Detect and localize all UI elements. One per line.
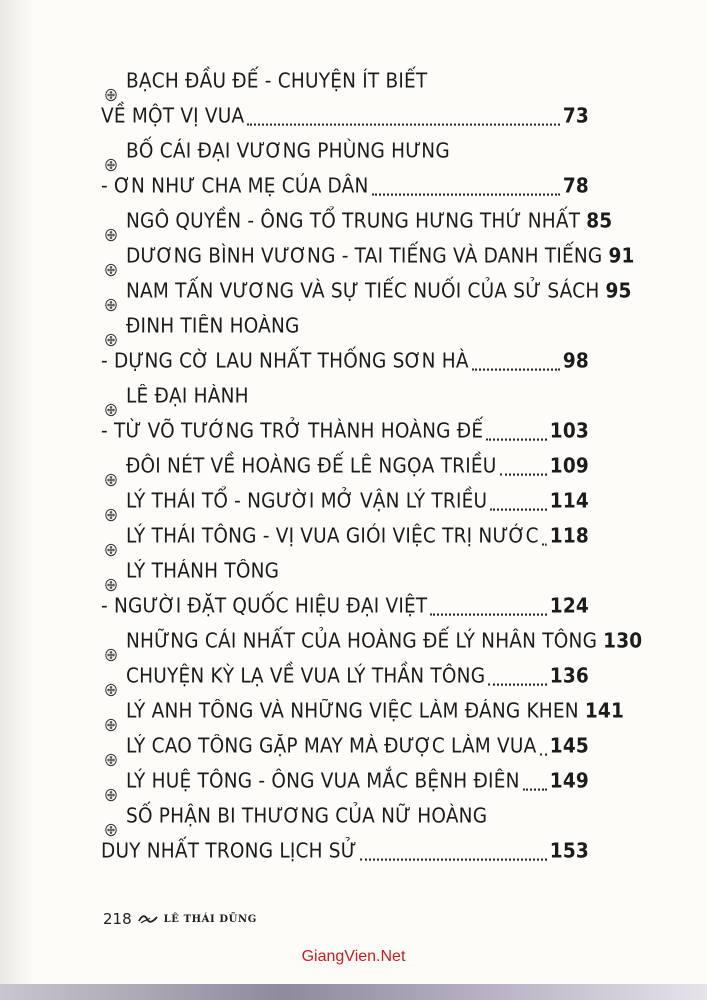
flower-bullet-icon bbox=[105, 461, 117, 474]
dot-leader bbox=[486, 437, 547, 440]
toc-entry-text: DƯƠNG BÌNH VƯƠNG - TAI TIẾNG VÀ DANH TIẾNG bbox=[126, 245, 603, 268]
toc-entry-text: BẠCH ĐẦU ĐẾ - CHUYỆN ÍT BIẾT bbox=[126, 70, 428, 93]
flower-bullet-icon bbox=[105, 741, 117, 754]
toc-entry bbox=[103, 694, 625, 729]
dot-leader bbox=[430, 612, 546, 615]
toc-entry-title-line bbox=[105, 553, 589, 591]
toc-entry-text: LÝ THÁI TỔ - NGƯỜI MỞ VẬN LÝ TRIỀU bbox=[126, 490, 488, 513]
toc-entry bbox=[103, 134, 589, 204]
dot-leader bbox=[488, 682, 547, 685]
toc-entry-title-line bbox=[105, 518, 589, 556]
toc-entry-text: CHUYỆN KỲ LẠ VỀ VUA LÝ THẦN TÔNG bbox=[126, 665, 486, 688]
toc-entry-text: - TỪ VÕ TƯỚNG TRỞ THÀNH HOÀNG ĐẾ bbox=[101, 420, 484, 443]
flower-bullet-icon bbox=[105, 671, 117, 684]
toc-entry-text: LÝ THÁI TÔNG - VỊ VUA GIỎI VIỆC TRỊ NƯỚC bbox=[126, 525, 539, 548]
toc-entry-continuation-line bbox=[101, 168, 589, 206]
flower-bullet-icon bbox=[105, 496, 117, 509]
toc-entry-title-line bbox=[105, 728, 589, 766]
toc-entry-title-line bbox=[105, 273, 632, 311]
flower-bullet-icon bbox=[105, 636, 117, 649]
toc-entry-text: LÝ CAO TÔNG GẶP MAY MÀ ĐƯỢC LÀM VUA bbox=[126, 735, 537, 758]
toc-entry-text: - ƠN NHƯ CHA MẸ CỦA DÂN bbox=[101, 175, 369, 198]
flower-bullet-icon bbox=[105, 531, 117, 544]
flower-bullet-icon bbox=[105, 251, 117, 264]
toc-entry-text: NHỮNG CÁI NHẤT CỦA HOÀNG ĐẾ LÝ NHÂN TÔNG bbox=[126, 630, 598, 653]
toc-entry bbox=[103, 764, 589, 799]
toc-entry-text: SỐ PHẬN BI THƯƠNG CỦA NỮ HOÀNG bbox=[126, 805, 488, 828]
toc-page-number: 98 bbox=[562, 350, 589, 373]
toc-entry-title-line bbox=[105, 658, 589, 696]
toc-entry-continuation-line bbox=[101, 833, 589, 871]
toc-page-number: 95 bbox=[605, 280, 632, 303]
toc-page-number: 109 bbox=[549, 455, 589, 478]
toc-entry-title-line bbox=[105, 378, 589, 416]
flower-bullet-icon bbox=[105, 146, 117, 159]
toc-entry bbox=[103, 484, 589, 519]
flourish-icon bbox=[138, 913, 158, 925]
toc-entry-title-line bbox=[105, 693, 625, 731]
dot-leader bbox=[472, 367, 560, 370]
flower-bullet-icon bbox=[105, 566, 117, 579]
toc-page-number: 91 bbox=[608, 245, 635, 268]
toc-page-number: 103 bbox=[549, 420, 589, 443]
toc-entry bbox=[103, 624, 643, 659]
toc-entry-text: VỀ MỘT VỊ VUA bbox=[101, 105, 245, 128]
toc-entry-title-line bbox=[105, 238, 635, 276]
toc-entry-text: NAM TẤN VƯƠNG VÀ SỰ TIẾC NUỐI CỦA SỬ SÁCH bbox=[126, 280, 600, 303]
toc-entry-text: LÝ HUỆ TÔNG - ÔNG VUA MẮC BỆNH ĐIÊN bbox=[126, 770, 520, 793]
toc-entry bbox=[103, 729, 589, 764]
bottom-edge-strip bbox=[0, 984, 707, 1000]
dot-leader bbox=[360, 857, 547, 860]
flower-bullet-icon bbox=[105, 216, 117, 229]
toc-entry bbox=[103, 274, 632, 309]
flower-bullet-icon bbox=[105, 321, 117, 334]
page-number: 218 bbox=[103, 910, 132, 928]
toc-page-number: 85 bbox=[586, 210, 613, 233]
toc-entry bbox=[103, 204, 613, 239]
toc-entry-text: LÝ THÁNH TÔNG bbox=[126, 560, 280, 583]
flower-bullet-icon bbox=[105, 286, 117, 299]
page-footer bbox=[103, 910, 257, 928]
toc-page-number: 153 bbox=[549, 840, 589, 863]
toc-entry-text: BỐ CÁI ĐẠI VƯƠNG PHÙNG HƯNG bbox=[126, 140, 450, 163]
toc-entry-text: - NGƯỜI ĐẶT QUỐC HIỆU ĐẠI VIỆT bbox=[101, 595, 428, 618]
toc-page-number: 141 bbox=[584, 700, 625, 723]
toc-entry-title-line bbox=[105, 763, 589, 801]
watermark-text: GiangVien.Net bbox=[301, 948, 406, 965]
toc-page-number: 136 bbox=[549, 665, 589, 688]
toc-entry-text: DUY NHẤT TRONG LỊCH SỬ bbox=[101, 840, 357, 863]
dot-leader bbox=[523, 787, 547, 790]
toc-entry bbox=[103, 239, 635, 274]
toc-entry-title-line bbox=[105, 483, 589, 521]
toc-page-number: 124 bbox=[549, 595, 589, 618]
toc-entry-title-line bbox=[105, 63, 589, 101]
toc-entry-title-line bbox=[105, 203, 613, 241]
toc-entry bbox=[103, 799, 589, 869]
toc-entry bbox=[103, 519, 589, 554]
dot-leader bbox=[500, 472, 547, 475]
flower-bullet-icon bbox=[105, 76, 117, 89]
author-name: LÊ THÁI DŨNG bbox=[163, 913, 257, 925]
toc-entry bbox=[103, 449, 589, 484]
toc-page-number: 145 bbox=[549, 735, 589, 758]
toc-entry-continuation-line bbox=[101, 413, 589, 451]
toc-entry-text: ĐINH TIÊN HOÀNG bbox=[126, 315, 300, 338]
toc-entry-title-line bbox=[105, 133, 589, 171]
dot-leader bbox=[372, 192, 560, 195]
toc-entry bbox=[103, 659, 589, 694]
toc-entry-continuation-line bbox=[101, 588, 589, 626]
flower-bullet-icon bbox=[105, 811, 117, 824]
toc-entry-title-line bbox=[105, 308, 589, 346]
flower-bullet-icon bbox=[105, 776, 117, 789]
flower-bullet-icon bbox=[105, 391, 117, 404]
toc-entry bbox=[103, 309, 589, 379]
toc-entry bbox=[103, 64, 589, 134]
toc-page-number: 78 bbox=[562, 175, 589, 198]
toc-entry-continuation-line bbox=[101, 98, 589, 136]
toc-entry-title-line bbox=[105, 798, 589, 836]
toc-entry-text: ĐÔI NÉT VỀ HOÀNG ĐẾ LÊ NGỌA TRIỀU bbox=[126, 455, 497, 478]
toc-entry-text: - DỰNG CỜ LAU NHẤT THỐNG SƠN HÀ bbox=[101, 350, 469, 373]
toc-page-number: 149 bbox=[549, 770, 589, 793]
toc-entry-continuation-line bbox=[101, 343, 589, 381]
toc-entry-title-line bbox=[105, 448, 589, 486]
dot-leader bbox=[247, 122, 559, 125]
toc-page-number: 130 bbox=[603, 630, 643, 653]
toc-page-number: 114 bbox=[549, 490, 589, 513]
page-spine-shadow bbox=[0, 0, 34, 1000]
toc-page-number: 73 bbox=[562, 105, 589, 128]
toc-entry-text: LÊ ĐẠI HÀNH bbox=[126, 385, 249, 408]
toc-entry-text: LÝ ANH TÔNG VÀ NHỮNG VIỆC LÀM ĐÁNG KHEN bbox=[126, 700, 579, 723]
dot-leader bbox=[490, 507, 547, 510]
toc-page-number: 118 bbox=[549, 525, 589, 548]
toc-entry bbox=[103, 554, 589, 624]
table-of-contents bbox=[101, 64, 643, 869]
toc-entry-title-line bbox=[105, 623, 643, 661]
flower-bullet-icon bbox=[105, 706, 117, 719]
dot-leader bbox=[542, 542, 547, 545]
dot-leader bbox=[540, 752, 547, 755]
toc-entry-text: NGÔ QUYỀN - ÔNG TỔ TRUNG HƯNG THỨ NHẤT bbox=[126, 210, 581, 233]
toc-entry bbox=[103, 379, 589, 449]
